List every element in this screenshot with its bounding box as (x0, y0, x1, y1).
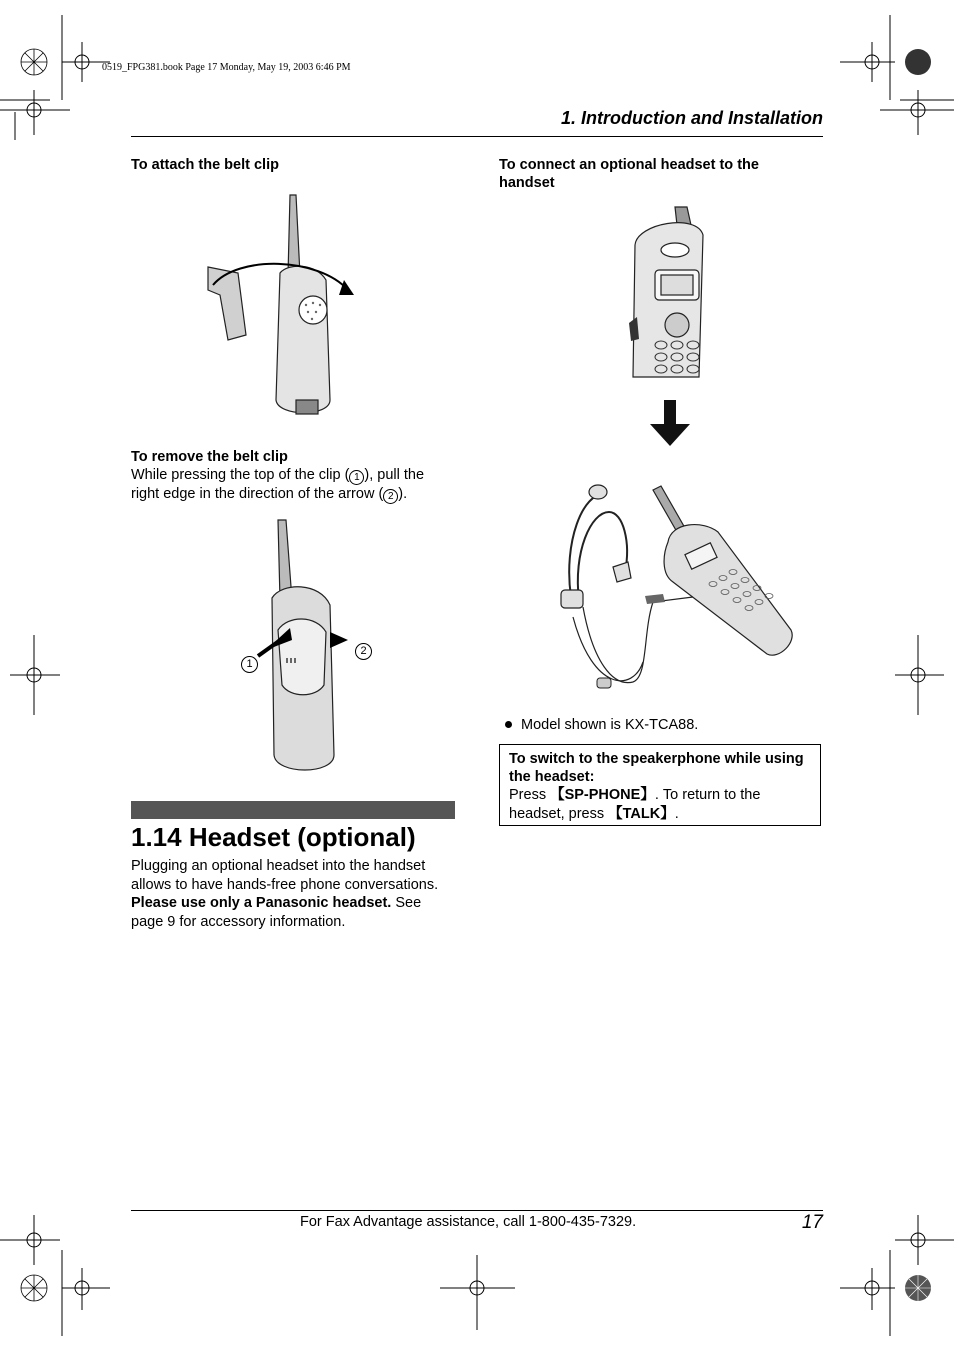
callout-2: 2 (355, 643, 372, 660)
section-title: 1.14 Headset (optional) (131, 822, 416, 852)
print-info-line: 0519_FPG381.book Page 17 Monday, May 19, 2003 6:46 PM (102, 62, 351, 73)
model-note-text: Model shown is KX-TCA88. (521, 717, 699, 733)
callout-2-inline: 2 (383, 489, 398, 504)
section-para-part1: Plugging an optional headset into the handset allows to have hands-free phone conversations. (131, 858, 439, 893)
page-number: 17 (801, 1212, 823, 1233)
callout-1-inline: 1 (349, 470, 364, 485)
note-box-heading: To switch to the speakerphone while using the headset: (509, 751, 804, 785)
note-text-part2: . To return to the headset, press (509, 787, 761, 822)
sp-phone-key: 【SP-PHONE】 (550, 787, 655, 803)
header-rule (131, 136, 823, 137)
attach-belt-clip-illustration (198, 195, 358, 425)
talk-key-label: TALK (622, 805, 661, 822)
headset-connection-illustration (553, 482, 803, 697)
remove-text-part2: ), pull the right edge in the direction of the arrow ( (131, 467, 425, 502)
callout-1: 1 (241, 656, 258, 673)
section-bar (131, 801, 455, 819)
talk-key: 【TALK】 (608, 805, 675, 822)
remove-text-part3: ). (398, 486, 408, 502)
attach-belt-clip-heading: To attach the belt clip (131, 157, 279, 173)
section-paragraph (131, 857, 455, 931)
remove-belt-clip-heading: To remove the belt clip (131, 449, 288, 465)
remove-belt-clip-text (131, 466, 449, 504)
speakerphone-note-box (499, 744, 821, 826)
chapter-title: 1. Introduction and Installation (560, 108, 823, 128)
footer-rule (131, 1210, 823, 1211)
note-box-text (509, 786, 811, 823)
connect-headset-heading: To connect an optional headset to the handset (499, 157, 759, 191)
remove-text-part1: While pressing the top of the clip ( (131, 467, 350, 483)
note-text-part3: . (674, 805, 679, 822)
handset-jack-illustration (625, 205, 715, 380)
model-note (505, 716, 698, 735)
down-arrow-icon (650, 400, 690, 446)
footer-assistance-text: For Fax Advantage assistance, call 1-800-435-7329. (300, 1214, 637, 1230)
note-text-part1: Press (509, 787, 551, 803)
section-para-bold: Please use only a Panasonic headset. (131, 895, 392, 911)
sp-phone-key-label: SP-PHONE (564, 787, 641, 803)
bullet-icon (505, 721, 512, 728)
section-para-part2: See page 9 for accessory information. (131, 895, 422, 930)
